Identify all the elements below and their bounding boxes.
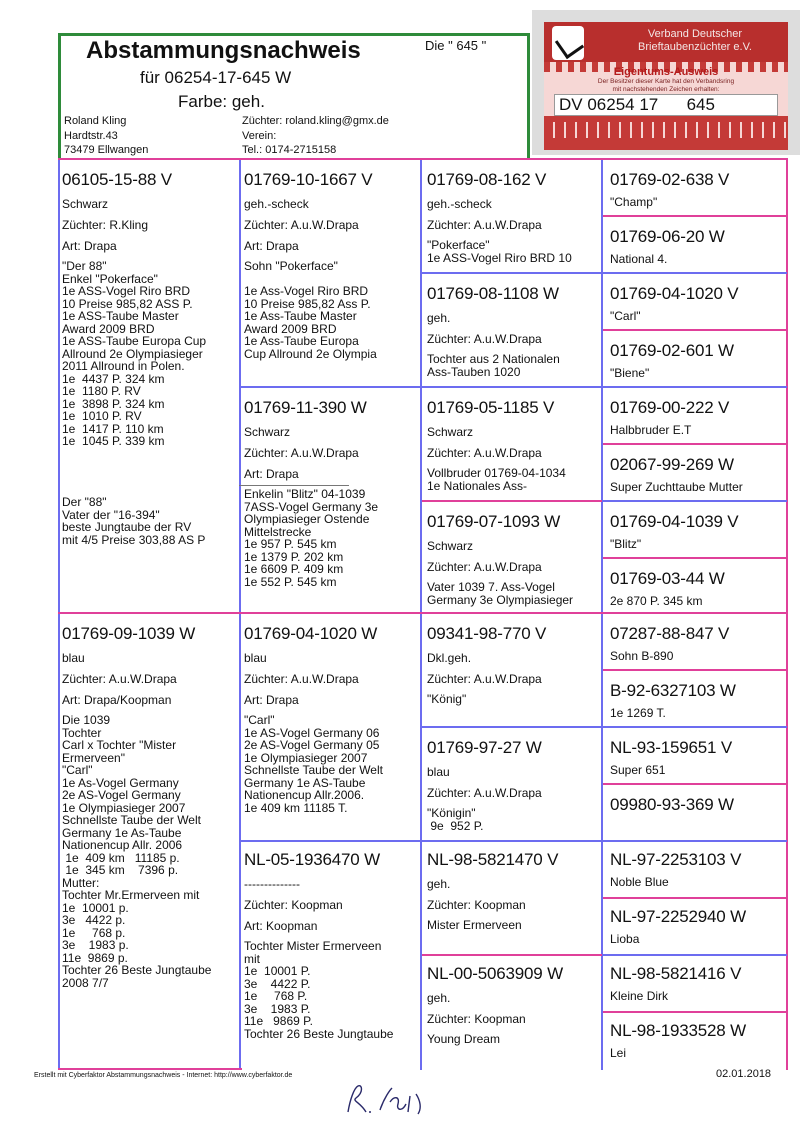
color-line: Schwarz: [244, 425, 291, 439]
color-line: geh.: [427, 311, 451, 325]
owner-name: Roland Kling: [64, 115, 127, 127]
performance-notes: "Königin" 9e 952 P.: [427, 806, 484, 833]
performance-notes: Young Dream: [427, 1032, 500, 1046]
breeder-line: Züchter: A.u.W.Drapa: [427, 786, 542, 800]
ring-number: NL-98-5821416 V: [610, 964, 742, 983]
ring-number: NL-05-1936470 W: [244, 850, 380, 869]
breeder-line: Züchter: Koopman: [427, 1012, 526, 1026]
note-line: "Champ": [610, 195, 658, 209]
card-note-line: Der Besitzer dieser Karte hat den Verbandsring: [597, 78, 735, 85]
color-line: geh.: [427, 991, 451, 1005]
breeder-line: Züchter: Koopman: [427, 898, 526, 912]
card-heading: Eigentums-Ausweis: [613, 66, 719, 78]
ring-number: 01769-03-44 W: [610, 569, 725, 588]
breeder-email: Züchter: roland.kling@gmx.de: [242, 115, 389, 127]
color-line: Dkl.geh.: [427, 651, 472, 665]
performance-notes: Tochter aus 2 Nationalen Ass-Tauben 1020: [427, 352, 560, 379]
performance-notes: "Pokerface" 1e ASS-Vogel Riro BRD 10: [427, 238, 572, 265]
breeder-line: Züchter: A.u.W.Drapa: [427, 446, 542, 460]
grid-line: [422, 500, 602, 502]
owner-address: [64, 114, 148, 158]
note-line: Super 651: [610, 763, 666, 777]
color-line: geh.-scheck: [427, 197, 492, 211]
grid-line: [603, 954, 787, 956]
note-line: Lei: [610, 1046, 627, 1060]
card-ring-number: DV 06254 17 645: [554, 94, 778, 116]
performance-notes: Tochter Mister Ermerveen mit 1e 10001 P. 3e 4422 P. 1e 768 P. 3e 1983 P. 11e 9869 P. Tochter 26 Beste Jungtaube: [244, 939, 394, 1041]
note-line: "Blitz": [610, 537, 642, 551]
grid-line: [58, 158, 60, 1070]
performance-notes: "König": [427, 692, 467, 706]
club: Verein:: [242, 129, 277, 142]
ring-number: NL-98-5821470 V: [427, 850, 559, 869]
owner-city: 73479 Ellwangen: [64, 144, 149, 156]
card-bottom-pattern: [544, 122, 788, 138]
performance-notes: Vater 1039 7. Ass-Vogel Germany 3e Olympiasieger: [427, 580, 574, 607]
ring-number: 07287-88-847 V: [610, 624, 730, 643]
color-line: Schwarz: [427, 425, 474, 439]
grid-line: [422, 386, 602, 388]
die-label: Die " 645 ": [425, 38, 487, 53]
note-line: Lioba: [610, 932, 640, 946]
phone: Tel.: 0174-2715158: [242, 144, 337, 156]
note-line: 2e 870 P. 345 km: [610, 594, 703, 608]
grid-line: [422, 272, 602, 274]
ring-number: 01769-04-1020 V: [610, 284, 739, 303]
color-line: blau: [62, 651, 85, 665]
grid-line: [603, 215, 787, 217]
grid-line: [603, 669, 787, 671]
strain-line: Art: Drapa: [62, 239, 117, 253]
grid-line: [239, 158, 241, 1070]
performance-notes: "Der 88" Enkel "Pokerface" 1e ASS-Vogel Riro BRD 10 Preise 985,82 ASS P. 1e ASS-Taube Master Award 2009 BRD 1e ASS-Taube Europa Cup Allround 2e Olympiasieger 2011 Allround in Polen. 1e 4437 P. 324 km 1e 1180 P. RV 1e 3898 P. 324 km 1e 1010 P. RV 1e 1417 P. 110 km 1e 1045 P. 339 km: [62, 259, 207, 448]
pigeon-logo-icon: [552, 26, 584, 60]
ring-number: 06105-15-88 V: [62, 170, 172, 189]
color-label: Farbe: geh.: [178, 92, 265, 111]
grid-line: [603, 897, 787, 899]
performance-notes: "Carl" 1e AS-Vogel Germany 06 2e AS-Vogel Germany 05 1e Olympiasieger 2007 Schnellste Taube der Welt Germany 1e AS-Taube Nationencup Allr.2006. 1e 409 km 11185 T.: [244, 713, 383, 815]
grid-line: [603, 386, 787, 388]
card-note-line: mit nachstehenden Zeichen erhalten:: [612, 85, 720, 93]
ring-number: 01769-04-1039 V: [610, 512, 739, 531]
page-title: Abstammungsnachweis: [86, 37, 361, 64]
ring-number: 02067-99-269 W: [610, 455, 734, 474]
ring-number: 01769-04-1020 W: [244, 624, 378, 643]
grid-line: [422, 840, 602, 842]
owner-street: Hardtstr.43: [64, 129, 118, 142]
ring-number: 09341-98-770 V: [427, 624, 547, 643]
breeder-line: Züchter: A.u.W.Drapa: [62, 672, 177, 686]
breeder-line: Züchter: A.u.W.Drapa: [427, 218, 542, 232]
ring-number: 01769-02-601 W: [610, 341, 734, 360]
grid-line: [58, 612, 788, 614]
breeder-line: Züchter: A.u.W.Drapa: [427, 672, 542, 686]
ring-number-heading: für 06254-17-645 W: [140, 68, 292, 87]
note-line: Sohn B-890: [610, 649, 674, 663]
ring-number: NL-97-2252940 W: [610, 907, 746, 926]
footer-credit: Erstellt mit Cyberfaktor Abstammungsnachweis - Internet: http://www.cyberfaktor.de: [34, 1072, 293, 1079]
card-organization: [610, 28, 780, 54]
card-org-line: Brieftaubenzüchter e.V.: [638, 41, 752, 53]
note-line: 1e 1269 T.: [610, 706, 666, 720]
breeder-line: Züchter: A.u.W.Drapa: [427, 332, 542, 346]
performance-notes: Vollbruder 01769-04-1034 1e Nationales Ass-: [427, 466, 566, 493]
grid-line: [603, 783, 787, 785]
grid-line: [603, 500, 787, 502]
strain-line: Art: Drapa/Koopman: [62, 693, 172, 707]
ring-number: 01769-08-1108 W: [427, 284, 559, 303]
ring-number: 09980-93-369 W: [610, 795, 734, 814]
breeder-line: Züchter: A.u.W.Drapa: [244, 672, 359, 686]
grid-line: [239, 485, 349, 486]
ring-number: NL-98-1933528 W: [610, 1021, 746, 1040]
grid-line: [420, 158, 422, 1070]
note-line: Kleine Dirk: [610, 989, 669, 1003]
note-line: "Biene": [610, 366, 650, 380]
grid-line: [58, 158, 788, 160]
card-note: [544, 78, 788, 93]
color-line: blau: [427, 765, 450, 779]
ring-number: 01769-06-20 W: [610, 227, 725, 246]
breeder-line: Züchter: A.u.W.Drapa: [427, 560, 542, 574]
ring-number: 01769-11-390 W: [244, 398, 367, 417]
ownership-card: [532, 10, 800, 155]
ring-number: NL-97-2253103 V: [610, 850, 742, 869]
grid-line: [422, 954, 602, 956]
grid-line: [422, 726, 602, 728]
grid-line: [603, 557, 787, 559]
color-line: Schwarz: [427, 539, 474, 553]
ring-number: 01769-10-1667 V: [244, 170, 373, 189]
footer-date: 02.01.2018: [716, 1068, 772, 1080]
strain-line: Art: Drapa: [244, 239, 299, 253]
note-line: Super Zuchttaube Mutter: [610, 480, 743, 494]
performance-notes: Der "88" Vater der "16-394" beste Jungtaube der RV mit 4/5 Preise 303,88 AS P: [62, 495, 206, 547]
grid-line: [58, 1068, 242, 1070]
grid-line: [603, 840, 787, 842]
grid-line: [603, 329, 787, 331]
color-line: Schwarz: [62, 197, 109, 211]
performance-notes: Mister Ermerveen: [427, 918, 522, 932]
color-line: blau: [244, 651, 267, 665]
ring-number: 01769-02-638 V: [610, 170, 730, 189]
breeder-line: Züchter: Koopman: [244, 898, 343, 912]
ring-number: NL-93-159651 V: [610, 738, 732, 757]
grid-line: [603, 272, 787, 274]
ring-number: 01769-07-1093 W: [427, 512, 561, 531]
color-line: geh.-scheck: [244, 197, 309, 211]
color-line: --------------: [244, 877, 300, 891]
breeder-line: Züchter: A.u.W.Drapa: [244, 446, 359, 460]
performance-notes: Sohn "Pokerface" 1e Ass-Vogel Riro BRD 10 Preise 985,82 Ass P. 1e Ass-Taube Master Award 2009 BRD 1e Ass-Taube Europa Cup Allround 2e Olympia: [244, 259, 377, 361]
ring-number: 01769-09-1039 W: [62, 624, 196, 643]
strain-line: Art: Drapa: [244, 693, 299, 707]
grid-line: [601, 158, 603, 1070]
note-line: Halbbruder E.T: [610, 423, 692, 437]
breeder-line: Züchter: R.Kling: [62, 218, 149, 232]
ring-number: NL-00-5063909 W: [427, 964, 563, 983]
card-org-line: Verband Deutscher: [647, 28, 743, 40]
grid-line: [603, 726, 787, 728]
note-line: Noble Blue: [610, 875, 669, 889]
ring-number: 01769-97-27 W: [427, 738, 542, 757]
grid-line: [603, 1011, 787, 1013]
breeder-line: Züchter: A.u.W.Drapa: [244, 218, 359, 232]
ring-number: 01769-00-222 V: [610, 398, 730, 417]
ring-number: 01769-05-1185 V: [427, 398, 555, 417]
strain-line: Art: Koopman: [244, 919, 318, 933]
ring-number: 01769-08-162 V: [427, 170, 547, 189]
ring-number: B-92-6327103 W: [610, 681, 736, 700]
grid-line: [241, 840, 421, 842]
grid-line: [603, 443, 787, 445]
owner-contact: [242, 114, 389, 158]
color-line: geh.: [427, 877, 451, 891]
grid-line: [241, 386, 421, 388]
ownership-card-inner: [544, 22, 788, 150]
grid-line: [786, 158, 788, 1070]
signature: [340, 1082, 430, 1116]
note-line: "Carl": [610, 309, 641, 323]
performance-notes: Enkelin "Blitz" 04-1039 7ASS-Vogel Germany 3e Olympiasieger Ostende Mittelstrecke 1e 957 P. 545 km 1e 1379 P. 202 km 1e 6609 P. 409 km 1e 552 P. 545 km: [244, 487, 379, 589]
strain-line: Art: Drapa: [244, 467, 299, 481]
note-line: National 4.: [610, 252, 668, 266]
performance-notes: Die 1039 Tochter Carl x Tochter "Mister Ermerveen" "Carl" 1e As-Vogel Germany 2e AS-Vogel Germany 1e Olympiasieger 2007 Schnellste Taube der Welt Germany 1e As-Taube Nationencup Allr. 2006 1e 409 km 11185 p. 1e 345 km 7396 p. Mutter: Tochter Mr.Ermerveen mit 1e 10001 p. 3e 4422 p. 1e 768 p. 3e 1983 p. 11e 9869 p. Tochter 26 Beste Jungtaube 2008 7/7: [62, 713, 212, 990]
